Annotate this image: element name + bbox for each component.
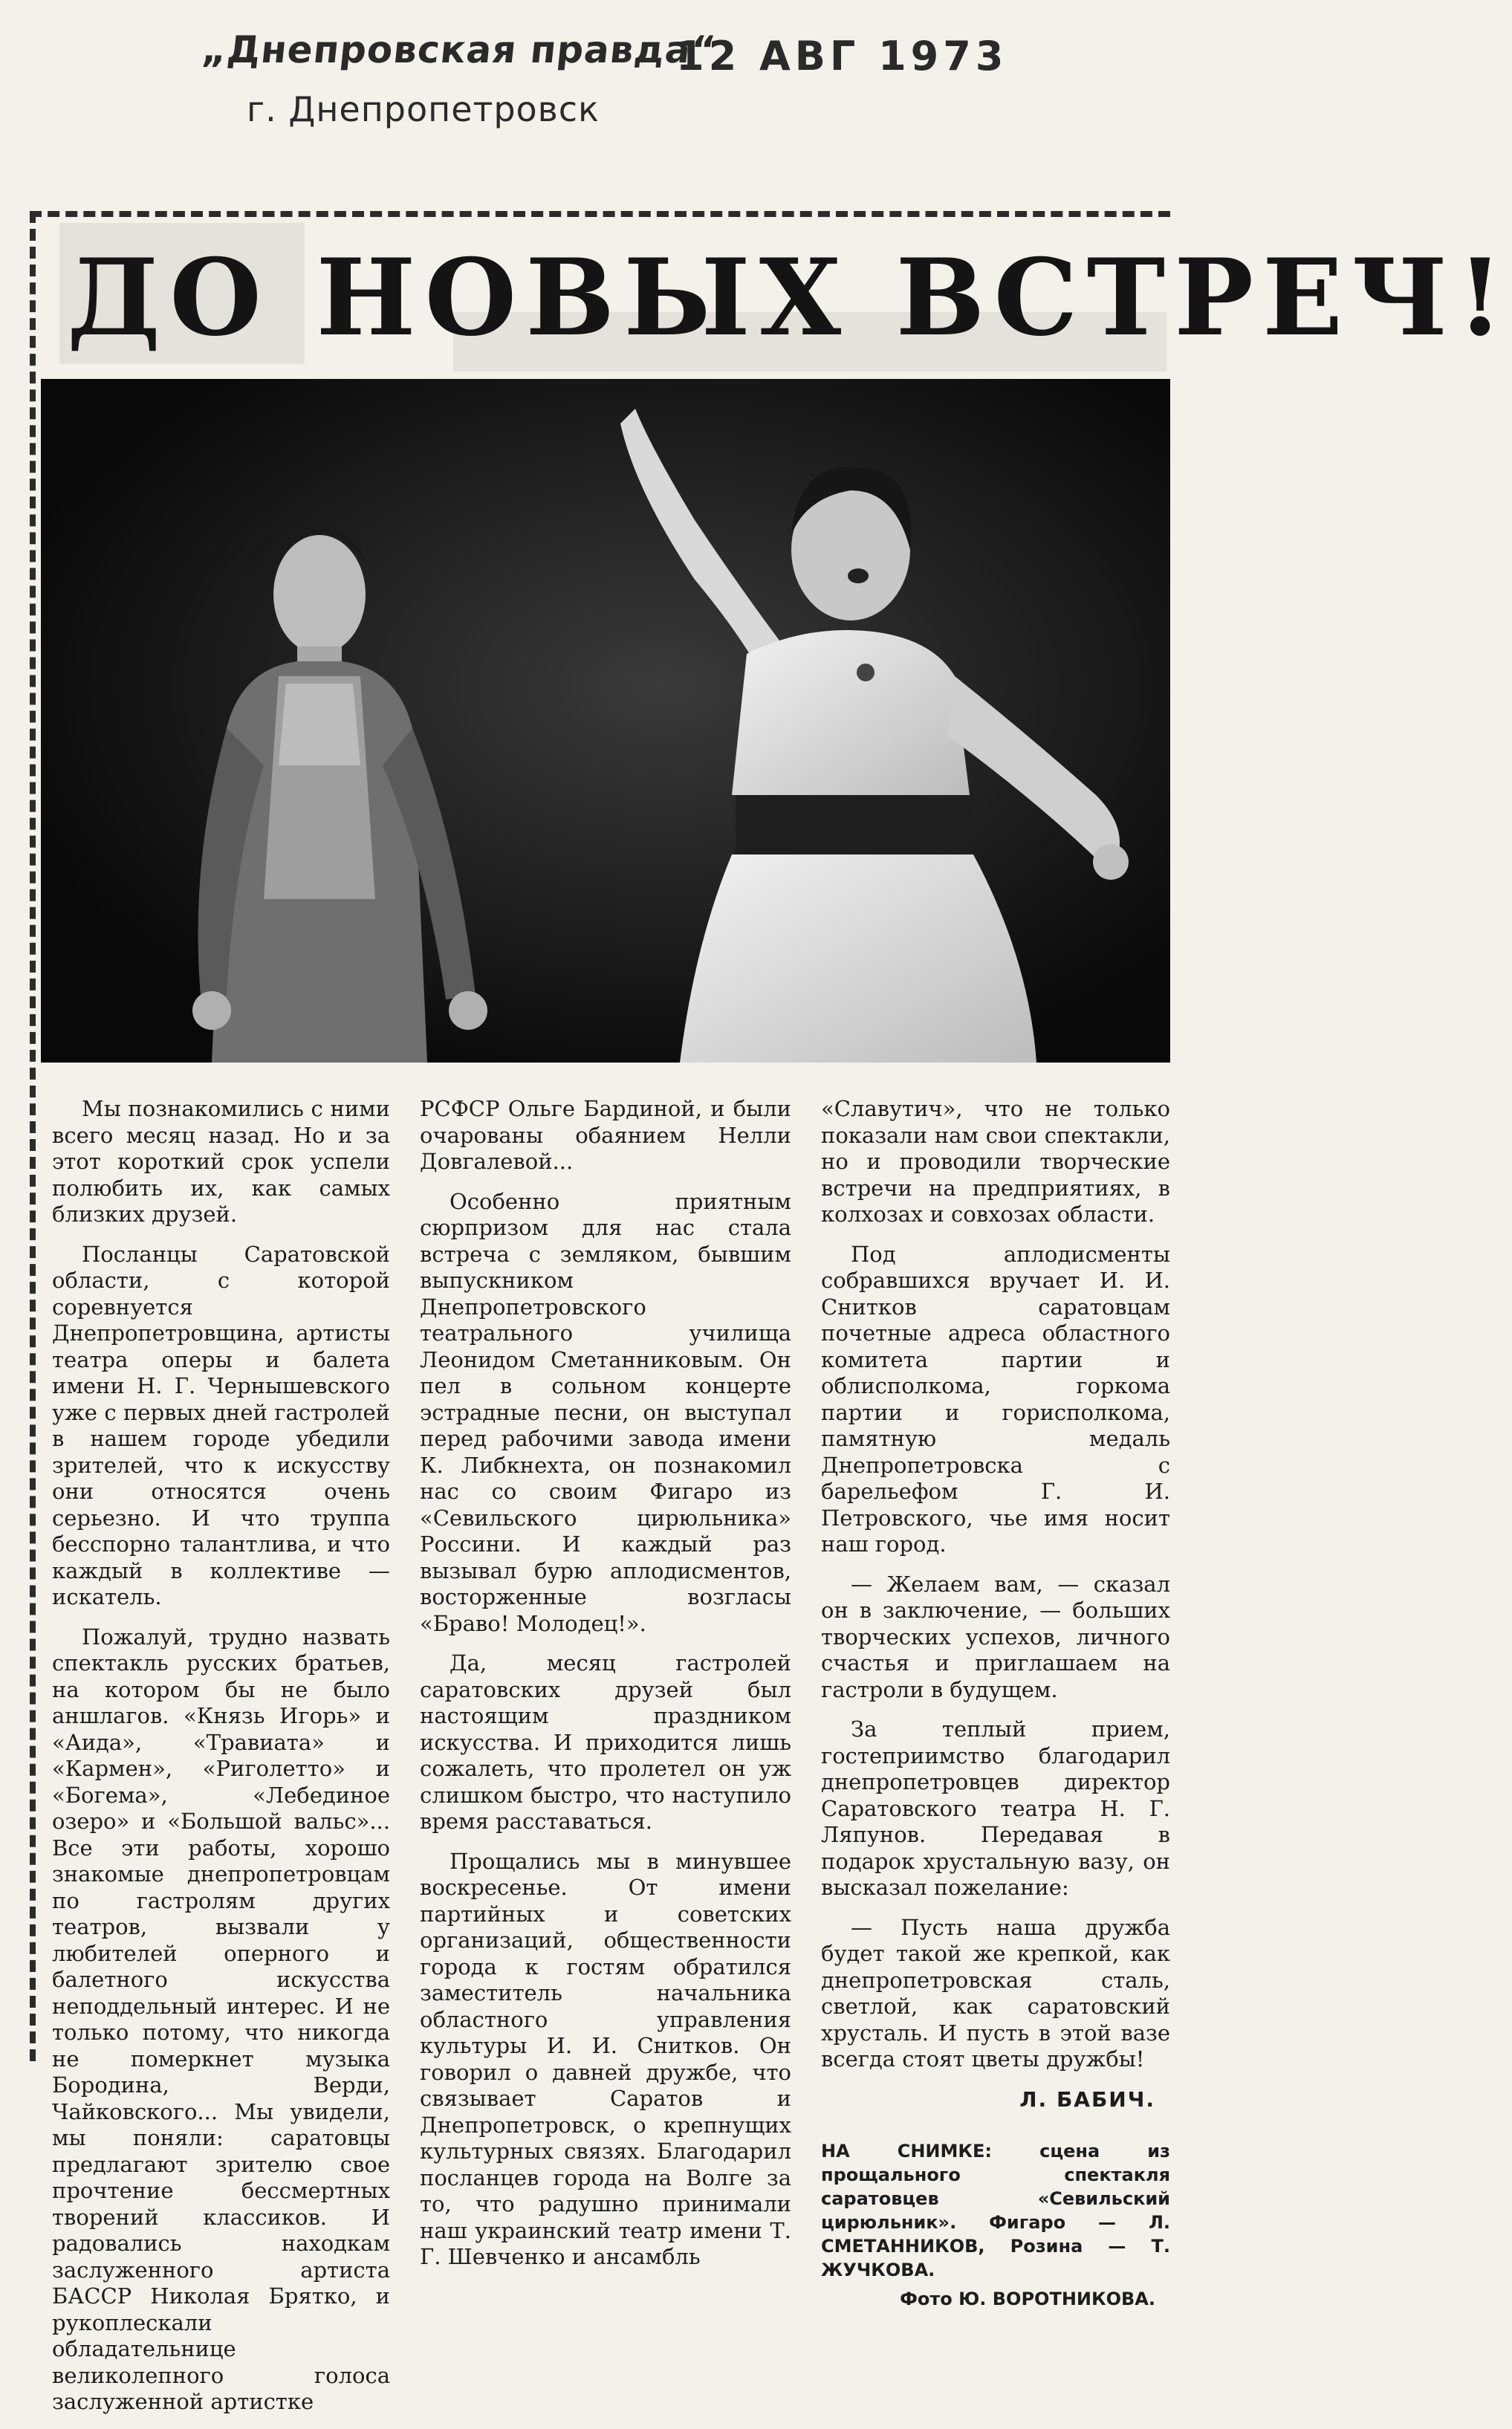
paragraph: Пожалуй, трудно назвать спектакль русских братьев, на котором бы не было аншлагов. «Князь Игорь» и «Аида», «Травиата» и «Кармен», «Риголетто» и «Богема», «Лебединое озеро» и «Большой вальс»... Все эти работы, хорошо знакомые днепропетровцам по гастролям других театров, вызвали у любителей оперного и балетного искусства неподдельный интерес. И не только потому, что никогда не померкнет музыка Бородина, Верди, Чайковского... Мы увидели, мы поняли: саратовцы предлагают зрителю свое прочтение бессмертных творений классиков. И радовались находкам заслуженного артиста БАССР Николая Брятко, и рукоплескали обладательнице великолепного голоса заслуженной артистке	[52, 1624, 390, 2414]
headline: ДО НОВЫХ ВСТРЕЧ!	[67, 236, 1512, 360]
paragraph: — Желаем вам, — сказал он в заключение, — больших творческих успехов, личного счастья и приглашаем на гастроли в будущем.	[821, 1571, 1170, 1702]
paragraph: Мы познакомились с ними всего месяц назад. Но и за этот короткий срок успели полюбить их, как самых близких друзей.	[52, 1096, 390, 1227]
paragraph: Особенно приятным сюрпризом для нас стала встреча с земляком, бывшим выпускником Днепропетровского театрального училища Леонидом Сметанниковым. Он пел в сольном концерте эстрадные песни, он выступал перед рабочими завода имени К. Либкнехта, он познакомил нас со своим Фигаро из «Севильского цирюльника» Россини. И каждый раз вызывал бурю аплодисментов, восторженные возгласы «Браво! Молодец!».	[420, 1188, 791, 1636]
article-column-3	[821, 1096, 1170, 2313]
stage-photo-illustration	[41, 379, 1170, 1063]
paragraph: РСФСР Ольге Бардиной, и были очарованы обаянием Нелли Довгалевой...	[420, 1096, 791, 1174]
paragraph: За теплый прием, гостеприимство благодарил днепропетровцев директор Саратовского театра Н. Г. Ляпунов. Передавая в подарок хрустальную вазу, он высказал пожелание:	[821, 1716, 1170, 1900]
paragraph: Да, месяц гастролей саратовских друзей был настоящим праздником искусства. И приходится лишь сожалеть, что пролетел он уж слишком быстро, что наступило время расставаться.	[420, 1650, 791, 1834]
city-stamp: г. Днепропетровск	[247, 89, 600, 129]
date-stamp: 12 АВГ 1973	[676, 33, 1008, 80]
paragraph: «Славутич», что не только показали нам свои спектакли, но и проводили творческие встречи на предприятиях, в колхозах и совхозах области.	[821, 1096, 1170, 1227]
photo-caption: НА СНИМКЕ: сцена из прощального спектакля саратовцев «Севильский цирюльник». Фигаро — Л. СМЕТАННИКОВ, Розина — Т. ЖУЧКОВА.	[821, 2141, 1170, 2280]
stage-photo	[41, 379, 1170, 1063]
paragraph: Посланцы Саратовской области, с которой соревнуется Днепропетровщина, артисты театра оперы и балета имени Н. Г. Чернышевского уже с первых дней гастролей в нашем городе убедили зрителей, что к искусству они относятся очень серьезно. И что труппа бесспорно талантлива, и что каждый в коллективе — искатель.	[52, 1241, 390, 1609]
photo-credit: Фото Ю. ВОРОТНИКОВА.	[900, 2289, 1155, 2309]
newspaper-stamp: „Днепровская правда“	[199, 28, 718, 71]
paragraph: — Пусть наша дружба будет такой же крепкой, как днепропетровская сталь, светлой, как саратовский хрусталь. И пусть в этой вазе всегда стоят цветы дружбы!	[821, 1914, 1170, 2072]
paragraph: Прощались мы в минувшее воскресенье. От имени партийных и советских организаций, общественности города к гостям обратился заместитель начальника областного управления культуры И. И. Снитков. Он говорил о давней дружбе, что связывает Саратов и Днепропетровск, о крепнущих культурных связях. Благодарил посланцев города на Волге за то, что радушно принимали наш украинский театр имени Т. Г. Шевченко и ансамбль	[420, 1848, 791, 2269]
article-column-1	[52, 1096, 390, 2429]
author-signature: Л. БАБИЧ.	[1019, 2086, 1155, 2112]
article-column-2	[420, 1096, 791, 2284]
paragraph: Под аплодисменты собравшихся вручает И. И. Снитков саратовцам почетные адреса областного комитета партии и облисполкома, горкома партии и горисполкома, памятную медаль Днепропетровска с барельефом Г. И. Петровского, чье имя носит наш город.	[821, 1241, 1170, 1557]
